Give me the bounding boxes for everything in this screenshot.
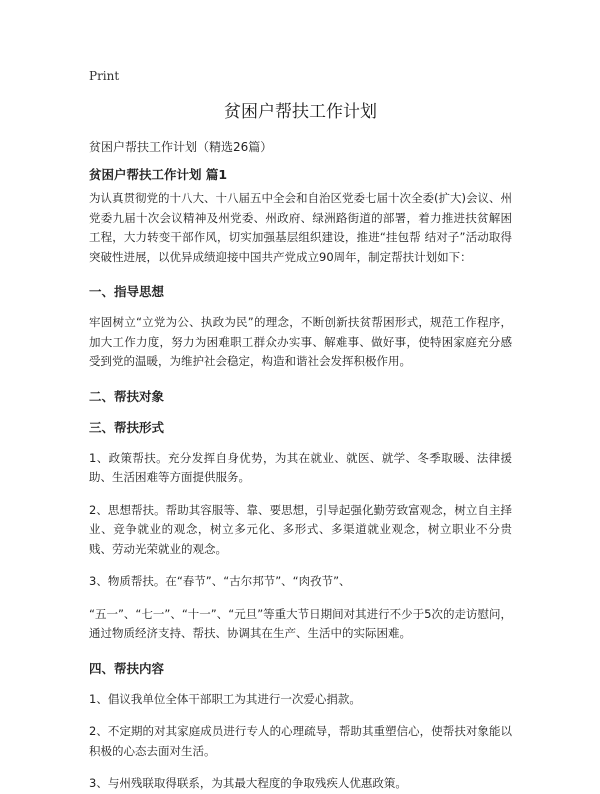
section-heading-assistance-forms: 三、帮扶形式 — [89, 419, 165, 435]
section-paragraph: 1、倡议我单位全体干部职工为其进行一次爱心捐款。 — [89, 691, 361, 706]
document-title: 贫困户帮扶工作计划 — [224, 102, 377, 122]
section-heading-guiding-ideology: 一、指导思想 — [89, 284, 165, 299]
section-heading-assistance-content: 四、帮扶内容 — [89, 660, 165, 676]
section-paragraph: “五一”、“七一”、“十一”、“元旦”等重大节日期间对其进行不少于5次的走访慰问，通过物质经济支持、帮扶、协调其在生产、生活中的实际困难。 — [89, 606, 512, 640]
section-paragraph: 1、政策帮扶。充分发挥自身优势，为其在就业、就医、就学、冬季取暖、法律援助、生活困难等方面提供服务。 — [89, 450, 512, 484]
section-paragraph: 2、不定期的对其家庭成员进行专人的心理疏导，帮助其重塑信心，使帮扶对象能以积极的心态去面对生活。 — [89, 724, 512, 758]
article-title: 贫困户帮扶工作计划 篇1 — [89, 167, 228, 182]
print-link[interactable]: Print — [89, 69, 120, 83]
section-paragraph: 3、与州残联取得联系，为其最大程度的争取残疾人优惠政策。 — [89, 776, 407, 790]
section-paragraph: 2、思想帮扶。帮助其容服等、靠、要思想，引导起强化勤劳致富观念，树立自主择业、竞争就业的观念，树立多元化、多形式、多渠道就业观念，树立职业不分贵贱、劳动光荣就业的观念。 — [89, 502, 512, 556]
document-subtitle: 贫困户帮扶工作计划（精选26篇） — [89, 140, 273, 154]
section-paragraph: 牢固树立“立党为公、执政为民”的理念，不断创新扶贫帮困形式，规范工作程序，加大工作力度，努力为困难职工群众办实事、解难事、做好事，使特困家庭充分感受到党的温暖，为维护社会稳定，构造和谐社会发挥积极作用。 — [89, 315, 512, 368]
intro-paragraph: 为认真贯彻党的十八大、十八届五中全会和自治区党委七届十次全委(扩大)会议、州党委九届十次会议精神及州党委、州政府、绿洲路街道的部署，着力推进扶贫解困工程，大力转变干部作风，切实加强基层组织建设，推进“挂包帮 结对子”活动取得突破性进展，以优异成绩迎接中国共产党成立90周年，制定帮扶计划如下： — [89, 191, 512, 264]
section-paragraph: 3、物质帮扶。在“春节”、“古尔邦节”、“肉孜节”、 — [89, 574, 351, 588]
section-heading-assistance-targets: 二、帮扶对象 — [89, 388, 165, 404]
